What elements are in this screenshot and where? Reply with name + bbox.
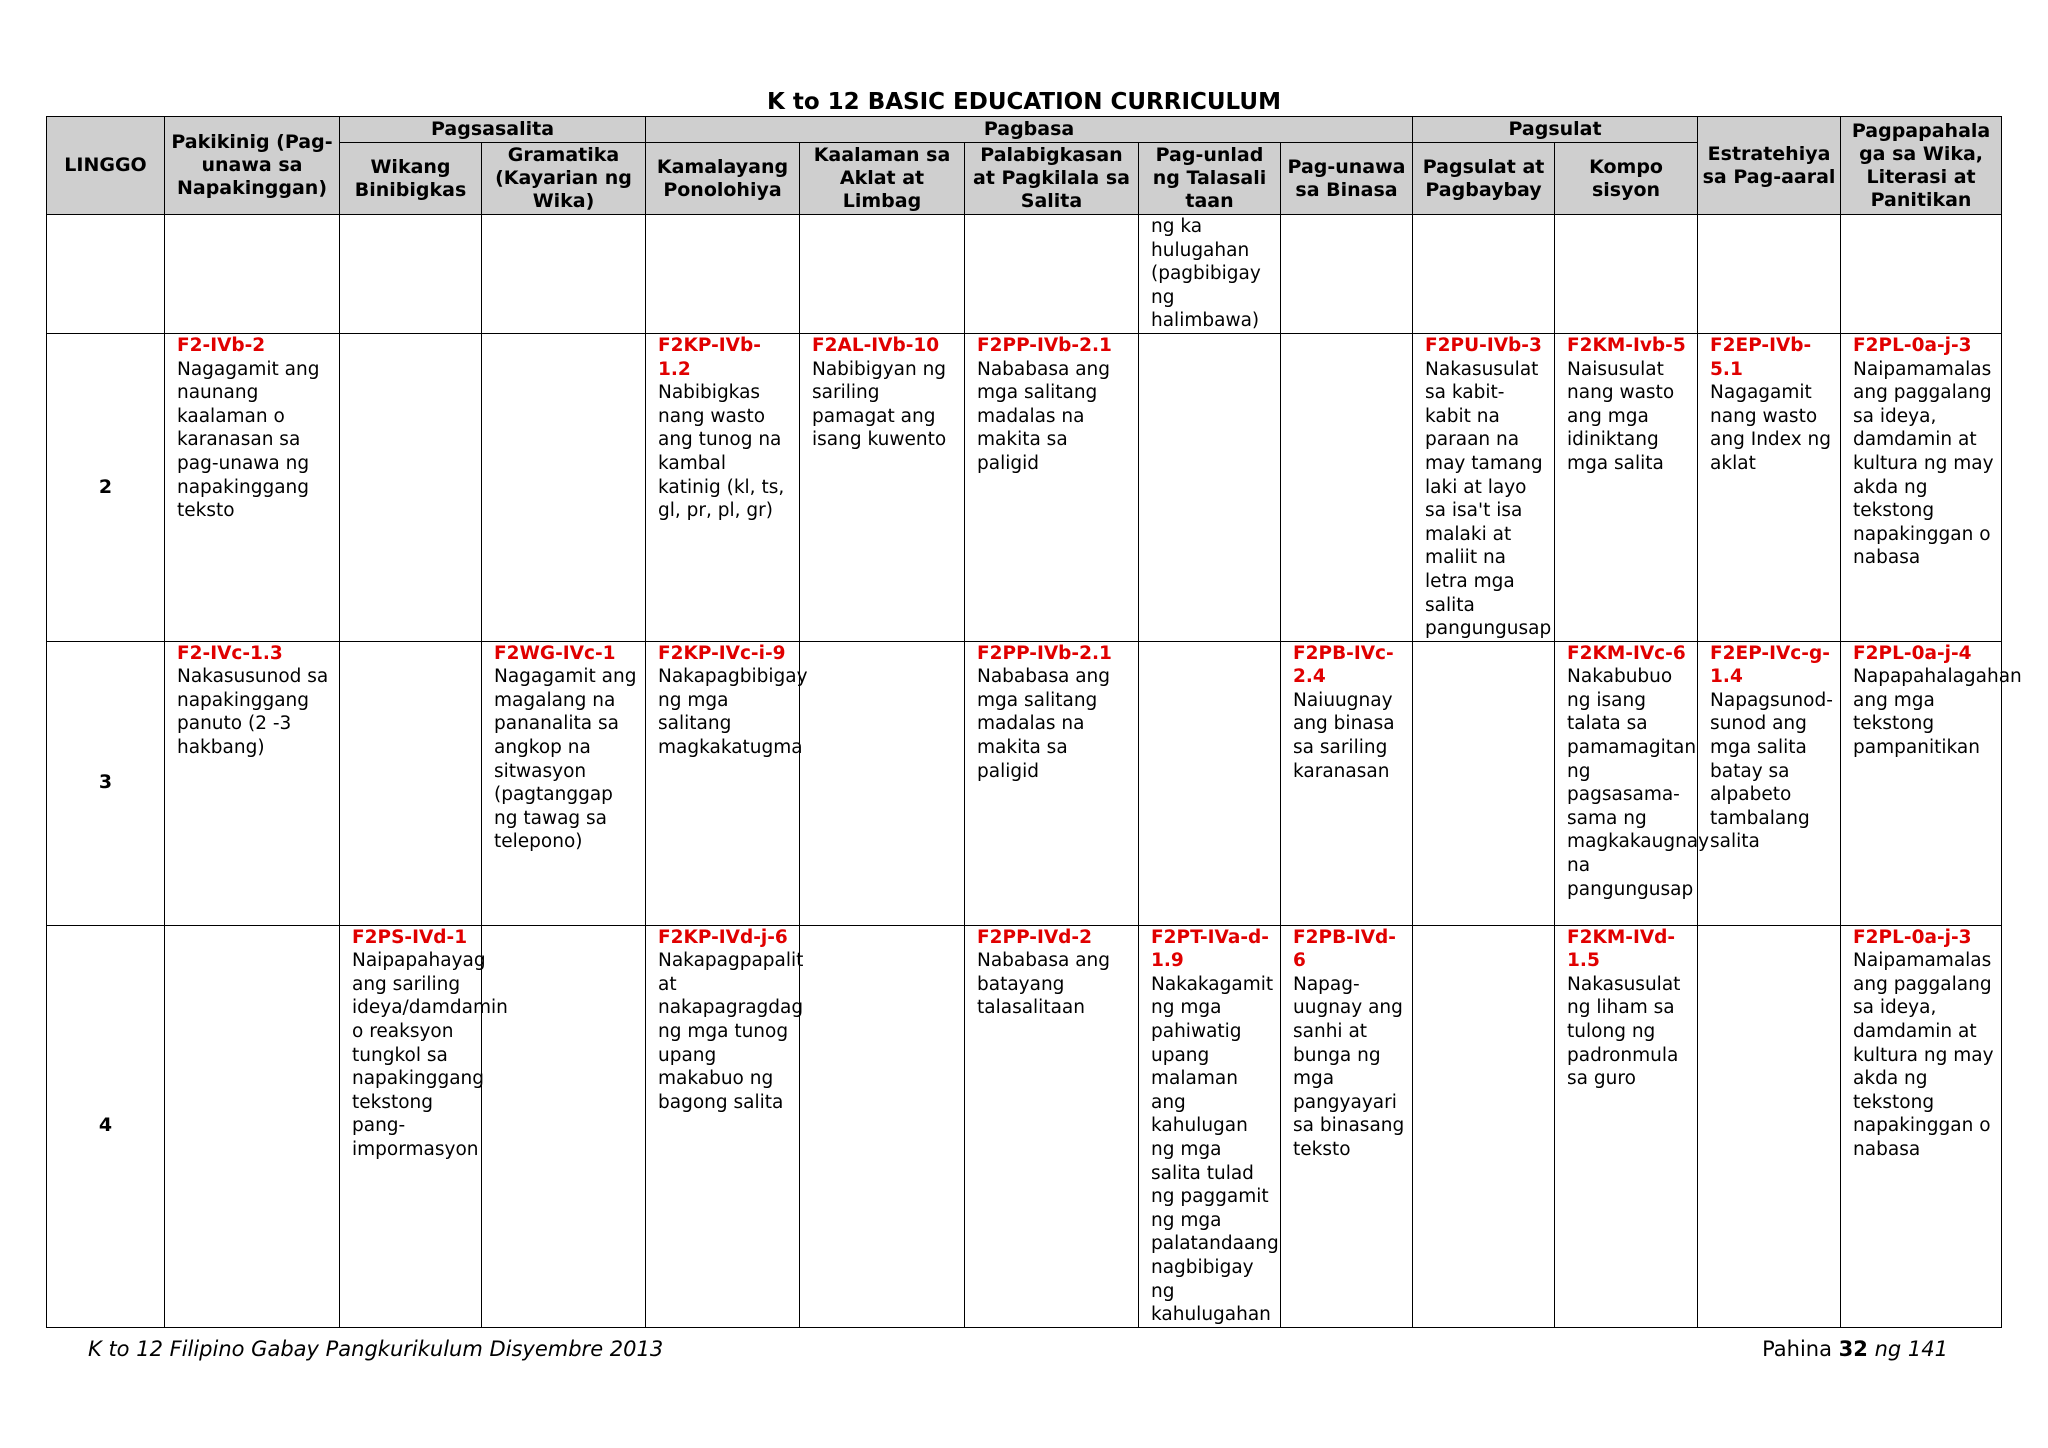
competency-text: Nagagamit ang magalang na pananalita sa angkop na sitwasyon (pagtanggap ng tawag sa telepono) [494,666,637,853]
ponolohiya-cell [646,925,804,1327]
pakikinig-cell [165,641,340,925]
header-gramatika: Gramatika (Kayarian ng Wika) [482,143,646,215]
competency-code: F2-IVc-1.3 [177,642,283,664]
komposisyon-cell [1555,215,1698,334]
komposisyon-cell [1555,641,1710,925]
competency-code: F2AL-IVb-10 [812,334,940,356]
pagpapahalaga-cell [1841,925,2002,1327]
competency-text: Nagagamit ang naunang kaalaman o karanasan sa pag-unawa ng napakinggang teksto [177,358,320,522]
competency-text: Naipamamalas ang paggalang sa ideya, damdamin at kultura ng may akda ng tekstong napakinggan o nabasa [1853,358,1994,569]
competency-code: F2KM-IVc-6 [1567,642,1686,664]
competency-code: F2EP-IVb-5.1 [1710,334,1812,380]
competency-text: Napagsunod-sunod ang mga salita batay sa alpabeto tambalang salita [1710,689,1833,853]
competency-text: Nakasusulat sa kabit-kabit na paraan na may tamang laki at layo sa isa't isa malaki at maliit na letra mga salita pangungusap [1425,358,1552,640]
table-row [47,925,2002,1327]
table-row [47,215,2002,334]
competency-text: Nakasusunod sa napakinggang panuto (2 -3 hakbang) [177,666,329,759]
pakikinig-cell [165,215,340,334]
header-pagsulat-pagbaybay: Pagsulat at Pagbaybay [1413,143,1555,215]
header-pagbasa: Pagbasa [646,117,1413,143]
header-pag-unawa-binasa: Pag-unawa sa Binasa [1281,143,1413,215]
aklat-cell [800,925,965,1327]
competency-code: F2KM-IVd-1.5 [1567,926,1676,972]
palabigkasan-cell [965,333,1139,641]
gramatika-cell [482,215,646,334]
header-kaalaman-sa-aklat: Kaalaman sa Aklat at Limbag [800,143,965,215]
talasalitaan-cell [1139,333,1281,641]
header-komposisyon: Kompo sisyon [1555,143,1698,215]
pagbaybay-cell [1413,925,1555,1327]
komposisyon-cell [1555,333,1698,641]
aklat-cell [800,215,965,334]
talasalitaan-cell [1139,215,1281,334]
binasa-cell [1281,925,1413,1327]
estratehiya-cell [1698,215,1841,334]
header-pagsasalita: Pagsasalita [340,117,646,143]
gramatika-cell [482,925,646,1327]
competency-code: F2PP-IVb-2.1 [977,334,1112,356]
pakikinig-cell [165,333,340,641]
header-wikang-binibigkas: Wikang Binibigkas [340,143,482,215]
pagpapahalaga-cell [1841,215,2002,334]
competency-text: Nabibigyan ng sariling pamagat ang isang kuwento [812,358,947,451]
komposisyon-cell [1555,925,1698,1327]
gramatika-cell [482,641,646,925]
competency-text: Napapahalagahan ang mga tekstong pampanitikan [1853,666,2022,759]
competency-code: F2PP-IVb-2.1 [977,642,1112,664]
competency-code: F2WG-IVc-1 [494,642,616,664]
competency-code: F2-IVb-2 [177,334,266,356]
ponolohiya-cell [646,333,800,641]
binasa-cell [1281,215,1413,334]
competency-text: Nababasa ang batayang talasalitaan [977,950,1110,1019]
pagpapahalaga-cell [1841,333,2002,641]
week-cell [47,215,165,334]
wikang-cell [340,641,482,925]
palabigkasan-cell [965,925,1139,1327]
competency-code: F2KP-IVc-i-9 [658,642,786,664]
page-prefix: Pahina [1762,1337,1832,1361]
competency-text: Nababasa ang mga salitang madalas na makita sa paligid [977,666,1110,782]
estratehiya-cell [1698,333,1841,641]
footer-document-title: K to 12 Filipino Gabay Pangkurikulum Disyembre 2013 [88,1337,664,1361]
talasalitaan-cell [1139,641,1281,925]
competency-text: Napag-uugnay ang sanhi at bunga ng mga pangyayari sa binasang teksto [1293,973,1405,1161]
pakikinig-cell [165,925,340,1327]
estratehiya-cell [1698,641,1841,925]
pagbaybay-cell [1413,641,1555,925]
header-kamalayang-ponolohiya: Kamalayang Ponolohiya [646,143,800,215]
header-pakikinig: Pakikinig (Pag-unawa sa Napakinggan) [165,117,340,215]
competency-text: Nakakagamit ng mga pahiwatig upang malaman ang kahulugan ng mga salita tulad ng paggamit ng mga palatandaang nagbibigay ng kahulugahan [1151,973,1279,1326]
palabigkasan-cell [965,215,1139,334]
week-cell: 4 [47,925,165,1327]
palabigkasan-cell [965,641,1139,925]
header-estratehiya: Estratehiya sa Pag-aaral [1698,117,1841,215]
page-title: K to 12 BASIC EDUCATION CURRICULUM [767,89,1281,115]
competency-text: Nababasa ang mga salitang madalas na makita sa paligid [977,358,1110,474]
competency-text: Nakabubuo ng isang talata sa pamamagitan ng pagsasama-sama ng magkakaugnay na pangungusap [1567,666,1710,900]
competency-text: Naipapahayag ang sariling ideya/damdamin o reaksyon tungkol sa napakinggang tekstong pang-impormasyon [352,950,508,1161]
competency-code: F2PB-IVd-6 [1293,926,1396,972]
competency-text: Naiuugnay ang binasa sa sariling karanasan [1293,689,1395,782]
header-pag-unlad: Pag-unlad ng Talasali taan [1139,143,1281,215]
table-row [47,641,2002,925]
competency-code: F2PS-IVd-1 [352,926,468,948]
curriculum-table [46,116,2022,1328]
ponolohiya-cell [646,641,808,925]
aklat-cell [800,333,965,641]
wikang-cell [340,925,508,1327]
wikang-cell [340,215,482,334]
pagbaybay-cell [1413,215,1555,334]
competency-text: Nakapagpapalit at nakapagragdag ng mga tunog upang makabuo ng bagong salita [658,950,804,1113]
competency-code: F2PP-IVd-2 [977,926,1092,948]
competency-text: Naisusulat nang wasto ang mga idiniktang mga salita [1567,358,1675,474]
pagbaybay-cell [1413,333,1555,641]
competency-code: F2PL-0a-j-3 [1853,926,1972,948]
footer-page-number [1762,1336,1948,1362]
competency-code: F2KP-IVd-j-6 [658,926,788,948]
competency-text: ng ka hulugahan (pagbibigay ng halimbawa) [1151,216,1261,332]
competency-text: Nakapagbibigay ng mga salitang magkakatugma [658,666,808,759]
competency-text: Nagagamit nang wasto ang Index ng aklat [1710,382,1832,474]
competency-text: Naipamamalas ang paggalang sa ideya, damdamin at kultura ng may akda ng tekstong napakinggan o nabasa [1853,950,1994,1161]
talasalitaan-cell [1139,925,1281,1327]
gramatika-cell [482,333,646,641]
binasa-cell [1281,641,1413,925]
header-pagpapahalaga: Pagpapahala ga sa Wika, Literasi at Panitikan [1841,117,2002,215]
header-pagsulat: Pagsulat [1413,117,1698,143]
competency-code: F2KM-Ivb-5 [1567,334,1686,356]
competency-code: F2KP-IVb-1.2 [658,334,761,380]
page-total: ng 141 [1874,1337,1948,1361]
binasa-cell [1281,333,1413,641]
competency-code: F2EP-IVc-g-1.4 [1710,642,1830,688]
pagpapahalaga-cell [1841,641,2022,925]
competency-code: F2PL-0a-j-3 [1853,334,1972,356]
table-row [47,333,2002,641]
competency-code: F2PU-IVb-3 [1425,334,1542,356]
week-cell: 3 [47,641,165,925]
competency-code: F2PB-IVc-2.4 [1293,642,1394,688]
competency-code: F2PL-0a-j-4 [1853,642,1972,664]
wikang-cell [340,333,482,641]
competency-text: Nabibigkas nang wasto ang tunog na kambal katinig (kl, ts, gl, pr, pl, gr) [658,382,785,522]
aklat-cell [800,641,965,925]
ponolohiya-cell [646,215,800,334]
week-cell: 2 [47,333,165,641]
header-palabigkasan: Palabigkasan at Pagkilala sa Salita [965,143,1139,215]
header-linggo: LINGGO [47,117,165,215]
competency-code: F2PT-IVa-d-1.9 [1151,926,1269,972]
competency-text: Nakasusulat ng liham sa tulong ng padronmula sa guro [1567,973,1681,1090]
estratehiya-cell [1698,925,1841,1327]
page-number: 32 [1838,1337,1868,1361]
